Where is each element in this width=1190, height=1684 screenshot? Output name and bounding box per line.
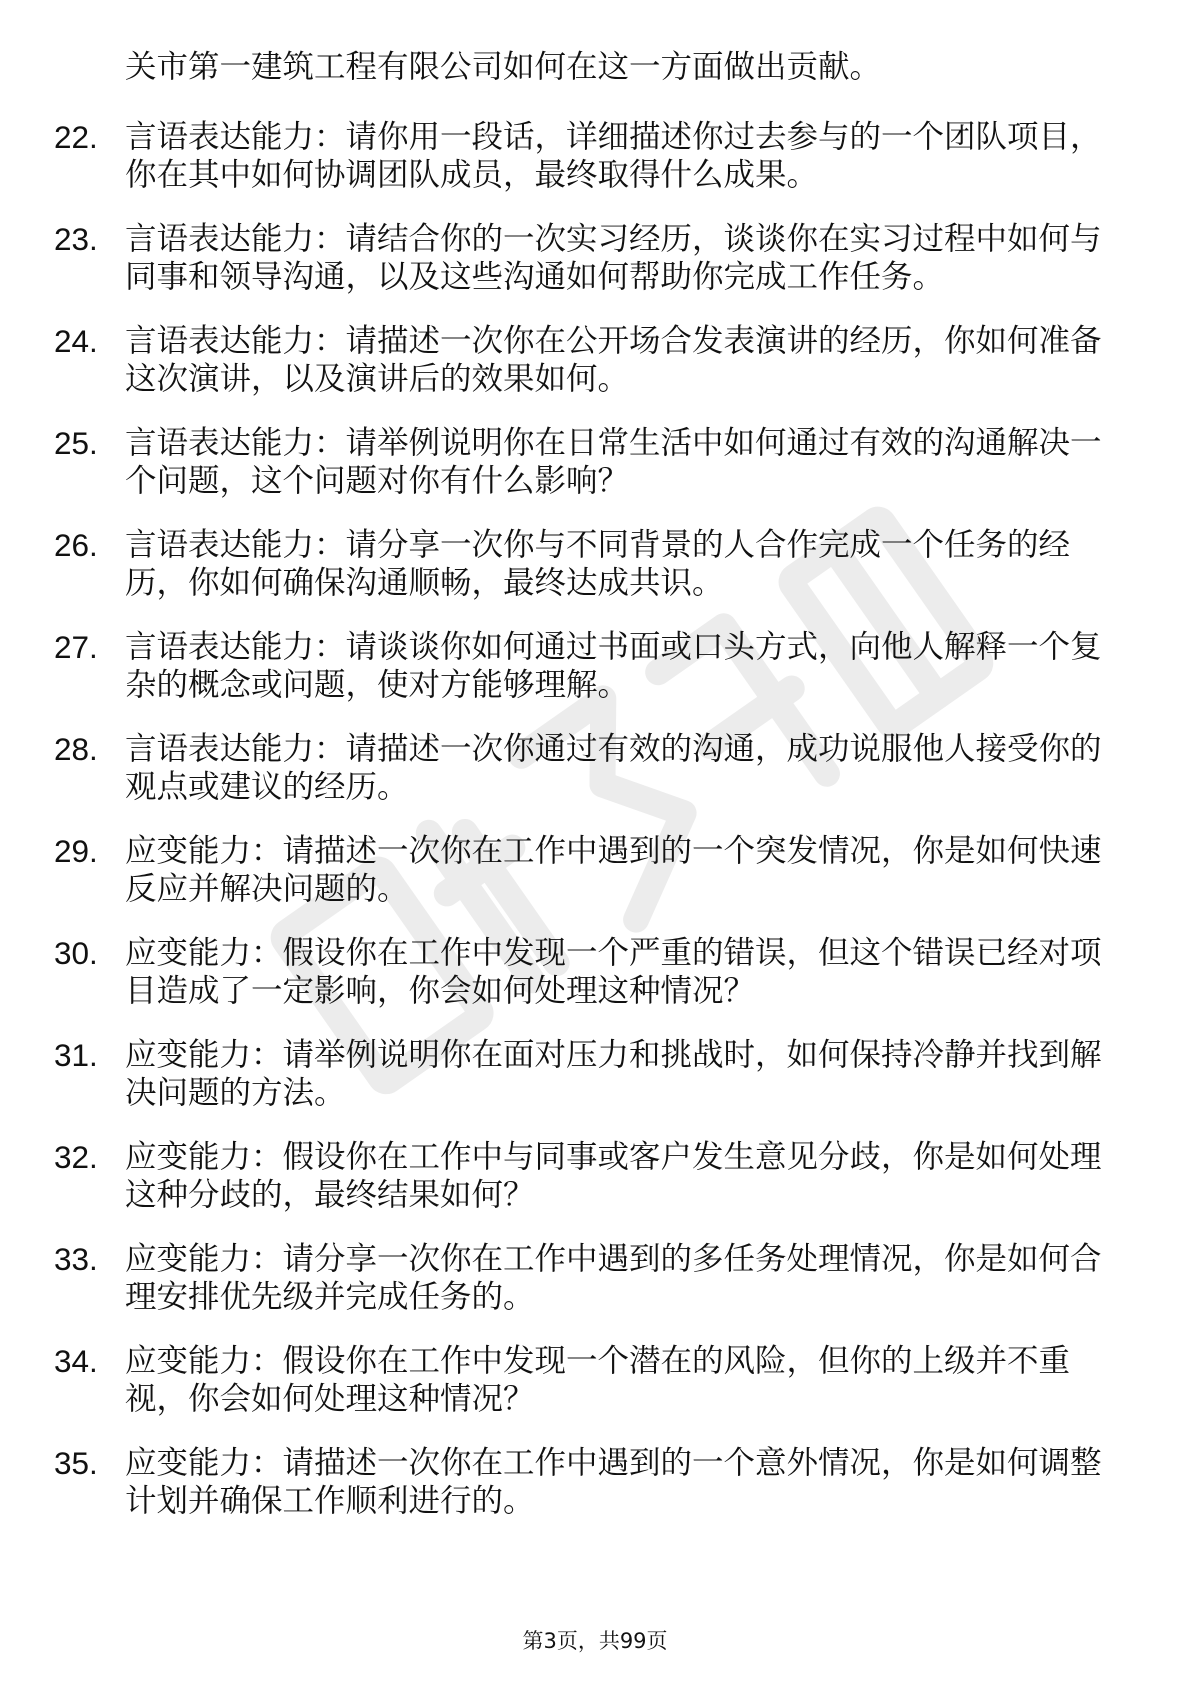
continuation-text: 关市第一建筑工程有限公司如何在这一方面做出贡献。 [125,49,882,85]
question-number: 25. [54,425,98,461]
question-item [0,1240,1105,1316]
question-text: 言语表达能力：请分享一次你与不同背景的人合作完成一个任务的经历，你如何确保沟通顺畅，最终达成共识。 [125,527,1071,601]
question-text: 言语表达能力：请结合你的一次实习经历，谈谈你在实习过程中如何与同事和领导沟通，以及这些沟通如何帮助你完成工作任务。 [125,221,1102,295]
question-item [0,1342,1105,1418]
question-text: 应变能力：请描述一次你在工作中遇到的一个意外情况，你是如何调整计划并确保工作顺利进行的。 [125,1445,1102,1519]
question-text: 应变能力：请分享一次你在工作中遇到的多任务处理情况，你是如何合理安排优先级并完成任务的。 [125,1241,1102,1315]
page-footer [0,1628,1190,1654]
question-number: 30. [54,935,98,971]
question-text: 应变能力：请举例说明你在面对压力和挑战时，如何保持冷静并找到解决问题的方法。 [125,1037,1102,1111]
question-text: 应变能力：请描述一次你在工作中遇到的一个突发情况，你是如何快速反应并解决问题的。 [125,833,1102,907]
question-number: 32. [54,1139,98,1175]
question-text: 应变能力：假设你在工作中与同事或客户发生意见分歧，你是如何处理这种分歧的，最终结果如何？ [125,1139,1102,1213]
question-number: 35. [54,1445,98,1481]
question-item [0,118,1105,194]
question-text: 言语表达能力：请你用一段话，详细描述你过去参与的一个团队项目，你在其中如何协调团队成员，最终取得什么成果。 [125,119,1102,193]
question-text: 言语表达能力：请描述一次你通过有效的沟通，成功说服他人接受你的观点或建议的经历。 [125,731,1102,805]
question-number: 33. [54,1241,98,1277]
question-text: 应变能力：假设你在工作中发现一个潜在的风险，但你的上级并不重视，你会如何处理这种情况？ [125,1343,1071,1417]
page-number-label: 第3页，共99页 [522,1629,668,1653]
question-item [0,526,1105,602]
question-text: 言语表达能力：请谈谈你如何通过书面或口头方式，向他人解释一个复杂的概念或问题，使对方能够理解。 [125,629,1102,703]
question-item [0,628,1105,704]
question-text: 言语表达能力：请描述一次你在公开场合发表演讲的经历，你如何准备这次演讲，以及演讲后的效果如何。 [125,323,1102,397]
question-item [0,934,1105,1010]
question-item [0,220,1105,296]
question-number: 34. [54,1343,98,1379]
question-number: 27. [54,629,98,665]
question-number: 22. [54,119,98,155]
question-text: 言语表达能力：请举例说明你在日常生活中如何通过有效的沟通解决一个问题，这个问题对你有什么影响？ [125,425,1102,499]
question-list [0,118,1190,1546]
question-number: 23. [54,221,98,257]
question-text: 应变能力：假设你在工作中发现一个严重的错误，但这个错误已经对项目造成了一定影响，你会如何处理这种情况？ [125,935,1102,1009]
question-item [0,424,1105,500]
question-number: 31. [54,1037,98,1073]
question-number: 24. [54,323,98,359]
question-item [0,1036,1105,1112]
question-item [0,730,1105,806]
question-number: 26. [54,527,98,563]
question-item [0,1444,1105,1520]
question-item [0,322,1105,398]
question-number: 28. [54,731,98,767]
question-item [0,832,1105,908]
question-number: 29. [54,833,98,869]
question-item [0,1138,1105,1214]
